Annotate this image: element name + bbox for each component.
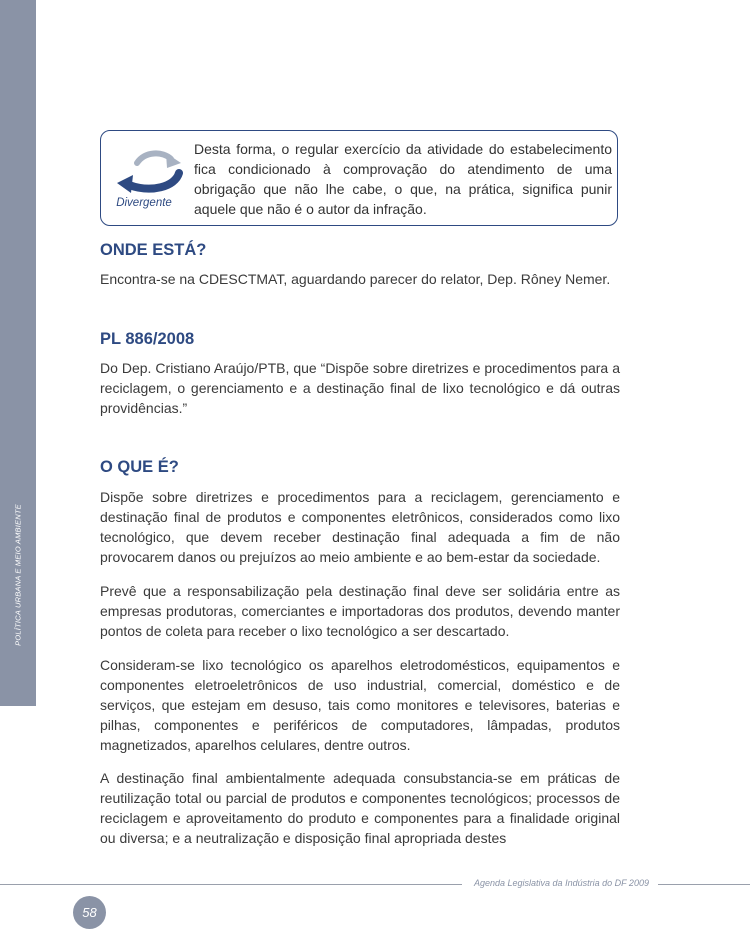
pl-description: Do Dep. Cristiano Araújo/PTB, que “Dispõe sobre diretrizes e procedimentos para a reciclagem, o gerenciamento e a destinação final de lixo tecnológico e dá outras providências.” [100, 360, 620, 416]
paragraph: A destinação final ambientalmente adequada consubstancia-se em práticas de reutilização total ou parcial de produtos e componentes tecnológicos; processos de reciclagem e aproveitamento do produto e componentes para a finalidade original ou diversa; e a neutralização e disposição final apropriada destes [100, 770, 620, 846]
status-text: Encontra-se na CDESCTMAT, aguardando parecer do relator, Dep. Rôney Nemer. [100, 271, 611, 287]
paragraph: Consideram-se lixo tecnológico os aparelhos eletrodomésticos, equipamentos e componentes eletroeletrônicos de uso industrial, comercial, doméstico e de serviços, que estejam em desuso, tais como monitores e televisores, baterias e pilhas, componentes e periféricos de computadores, lâmpadas, produtos magnetizados, aparelhos celulares, dentre outros. [100, 657, 620, 753]
diverging-arrows-icon [109, 143, 189, 203]
footer-divider-right [658, 884, 750, 885]
heading-o-que-e: O QUE É? [100, 458, 179, 476]
callout-text: Desta forma, o regular exercício da atividade do estabelecimento fica condicionado à comprovação do atendimento de uma obrigação que não lhe cabe, o que, na prática, significa punir aquele que não é o autor da infração. [194, 141, 612, 217]
paragraph: Dispõe sobre diretrizes e procedimentos para a reciclagem, gerenciamento e destinação final de produtos e componentes eletrônicos, considerados como lixo tecnológico, que devem receber destinação final adequada a fim de não provocarem danos ou prejuízos ao meio ambiente e ao bem-estar da sociedade. [100, 489, 620, 565]
heading-onde-esta: ONDE ESTÁ? [100, 241, 207, 259]
section-label: POLÍTICA URBANA E MEIO AMBIENTE [13, 504, 23, 646]
heading-pl: PL 886/2008 [100, 330, 195, 348]
callout-tag: Divergente [116, 197, 172, 209]
page-number: 58 [73, 896, 106, 929]
divergent-callout [100, 130, 618, 226]
publication-title: Agenda Legislativa da Indústria do DF 2009 [474, 878, 649, 888]
side-bar [0, 0, 36, 706]
footer-divider-left [0, 884, 462, 885]
paragraph: Prevê que a responsabilização pela destinação final deve ser solidária entre as empresas produtoras, comerciantes e importadoras dos produtos, devendo manter pontos de coleta para receber o lixo tecnológico a ser descartado. [100, 583, 620, 639]
